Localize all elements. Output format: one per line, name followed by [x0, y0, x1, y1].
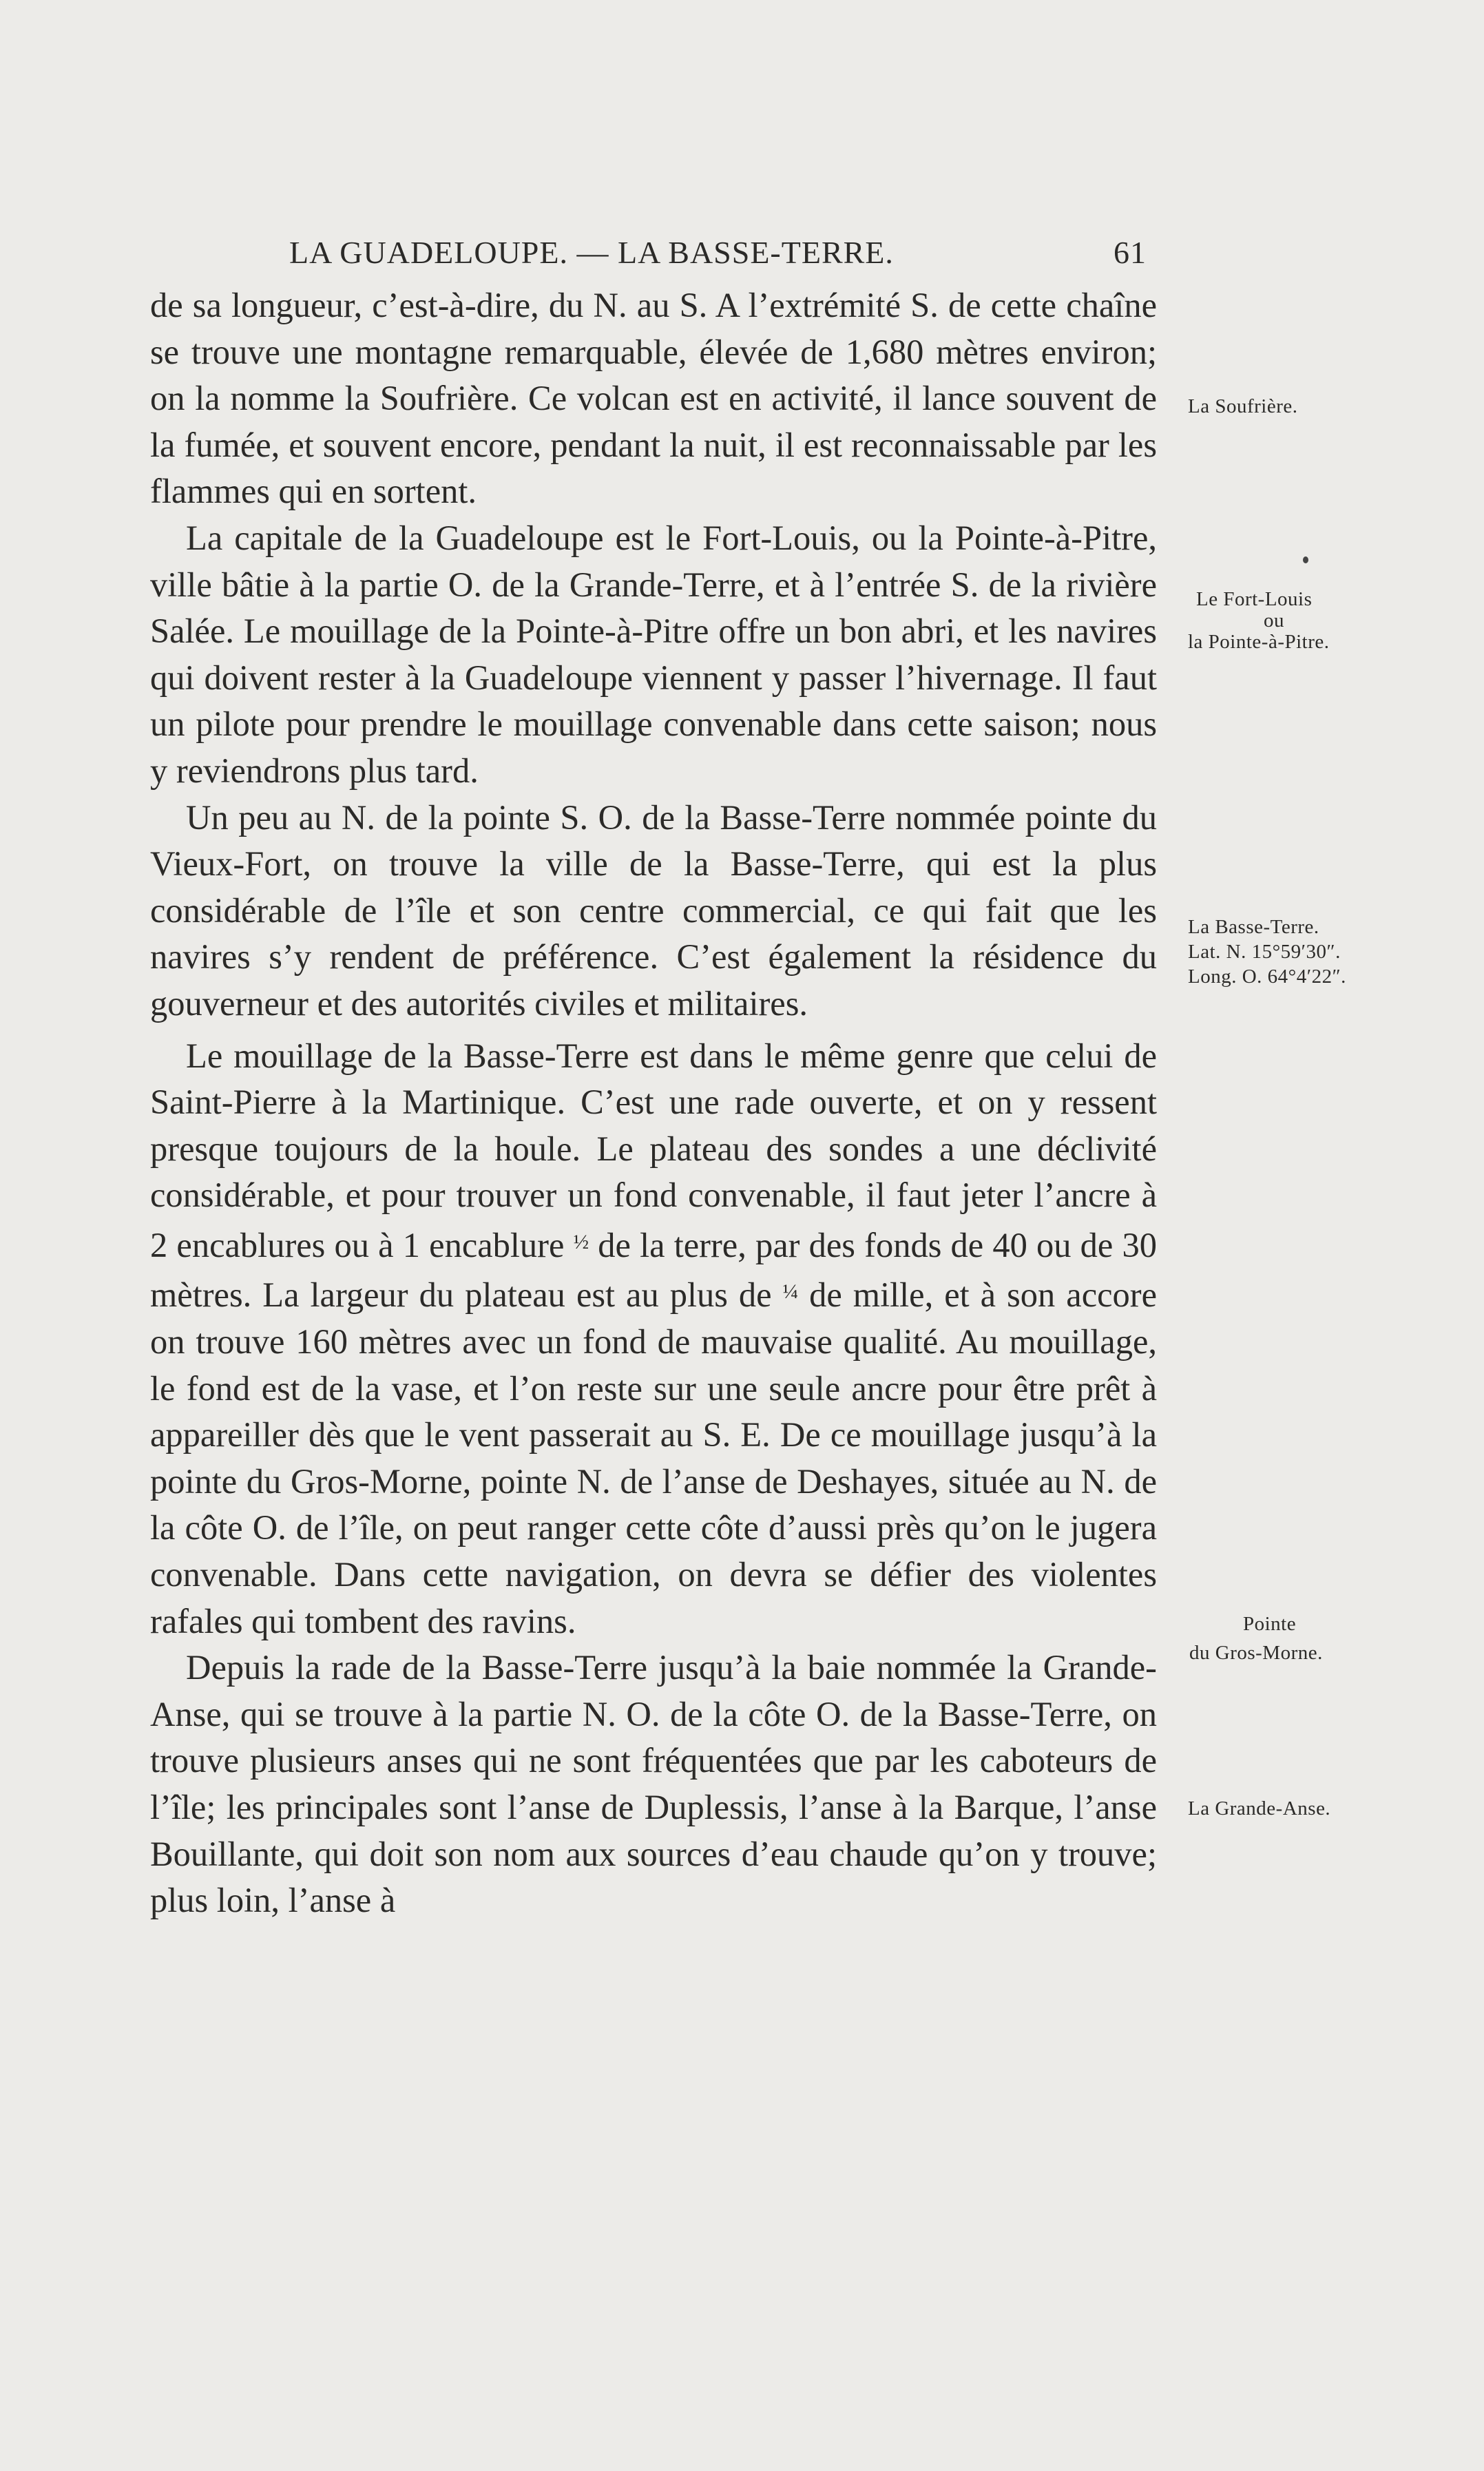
fraction-half: ½ [573, 1230, 589, 1253]
page-number: 61 [1114, 235, 1147, 270]
margin-note-fort-louis [1188, 587, 1394, 654]
page-header [289, 229, 1147, 277]
paragraph-2: La capitale de la Guadeloupe est le Fort-Louis, ou la Pointe-à-Pitre, ville bâtie à la partie O. de la Grande-Terre, et à l’entrée S. de la rivière Salée. Le mouillage de la Pointe-à-Pitre offre un bon abri, et les navires qui doivent rester à la Guadeloupe viennent y passer l’hivernage. Il faut un pilote pour prendre le mouillage convenable dans cette saison; nous y reviendrons plus tard. [150, 518, 1157, 790]
paragraph-5: Depuis la rade de la Basse-Terre jusqu’à la baie nommée la Grande-Anse, qui se trouve à la partie N. O. de la côte O. de la Basse-Terre, on trouve plusieurs anses qui ne sont fréquentées que par les caboteurs de l’île; les principales sont l’anse de Duplessis, l’anse à la Barque, l’anse Bouillante, qui doit son nom aux sources d’eau chaude qu’on y trouve; plus loin, l’anse à [150, 1648, 1157, 1920]
ink-mark [1303, 556, 1308, 563]
body-text [150, 282, 1157, 1924]
margin-note-line: Pointe [1243, 1613, 1297, 1635]
margin-note-line: Long. O. 64°4′22″. [1188, 966, 1346, 988]
paragraph-4-part-c: de mille, et à son accore on trouve 160 mètres avec un fond de mauvaise qualité. Au mouillage, le fond est de la vase, et l’on reste sur une seule ancre pour être prêt à appareiller dès que le vent passerait au S. E. De ce mouillage jusqu’à la pointe du Gros-Morne, pointe N. de l’anse de Deshayes, située au N. de la côte O. de l’île, on peut ranger cette côte d’aussi près qu’on le jugera convenable. Dans cette navigation, on devra se défier des violentes rafales qui tombent des ravins. [150, 1275, 1157, 1640]
margin-note-line: Lat. N. 15°59′30″. [1188, 941, 1341, 963]
margin-note-line: La Basse-Terre. [1188, 916, 1319, 938]
margin-note-basse-terre [1188, 915, 1394, 989]
margin-note-line: la Pointe-à-Pitre. [1188, 631, 1330, 653]
paragraph-4-part-b: de la terre, par des fonds de 40 ou de 30 mètres. La largeur du plateau est au plus de [150, 1225, 1158, 1315]
paragraph-3: Un peu au N. de la pointe S. O. de la Basse-Terre nommée pointe du Vieux-Fort, on trouve la ville de la Basse-Terre, qui est la plus considérable de l’île et son centre commercial, ce qui fait que les navires s’y rendent de préférence. C’est également la résidence du gouverneur et des autorités civiles et militaires. [150, 797, 1157, 1023]
margin-note-line: La Soufrière. [1188, 395, 1298, 417]
margin-note-line: Le Fort-Louis [1196, 588, 1313, 610]
margin-note-line: La Grande-Anse. [1188, 1797, 1331, 1820]
paragraph-1: de sa longueur, c’est-à-dire, du N. au S. A l’extrémité S. de cette chaîne se trouve une montagne remarquable, élevée de 1,680 mètres environ; on la nomme la Soufrière. Ce volcan est en activité, il lance souvent de la fumée, et souvent encore, pendant la nuit, il est reconnaissable par les flammes qui en sortent. [150, 286, 1157, 511]
fraction-quarter: ¼ [782, 1280, 799, 1304]
paragraph-4 [150, 1033, 1157, 1645]
margin-note-soufriere [1188, 394, 1394, 419]
margin-note-grande-anse [1188, 1796, 1394, 1821]
paragraph-4-part-a: Le mouillage de la Basse-Terre est dans le même genre que celui de Saint-Pierre à la Martinique. C’est une rade ouverte, et on y ressent presque toujours de la houle. Le plateau des sondes a une déclivité considérable, et pour trouver un fond convenable, il faut jeter l’ancre à 2 encablures ou à 1 encablure [150, 1036, 1157, 1264]
margin-note-line: du Gros-Morne. [1189, 1642, 1323, 1664]
margin-note-line: ou [1264, 609, 1284, 632]
margin-note-gros-morne [1188, 1612, 1394, 1665]
running-title: LA GUADELOUPE. — LA BASSE-TERRE. [289, 235, 894, 270]
